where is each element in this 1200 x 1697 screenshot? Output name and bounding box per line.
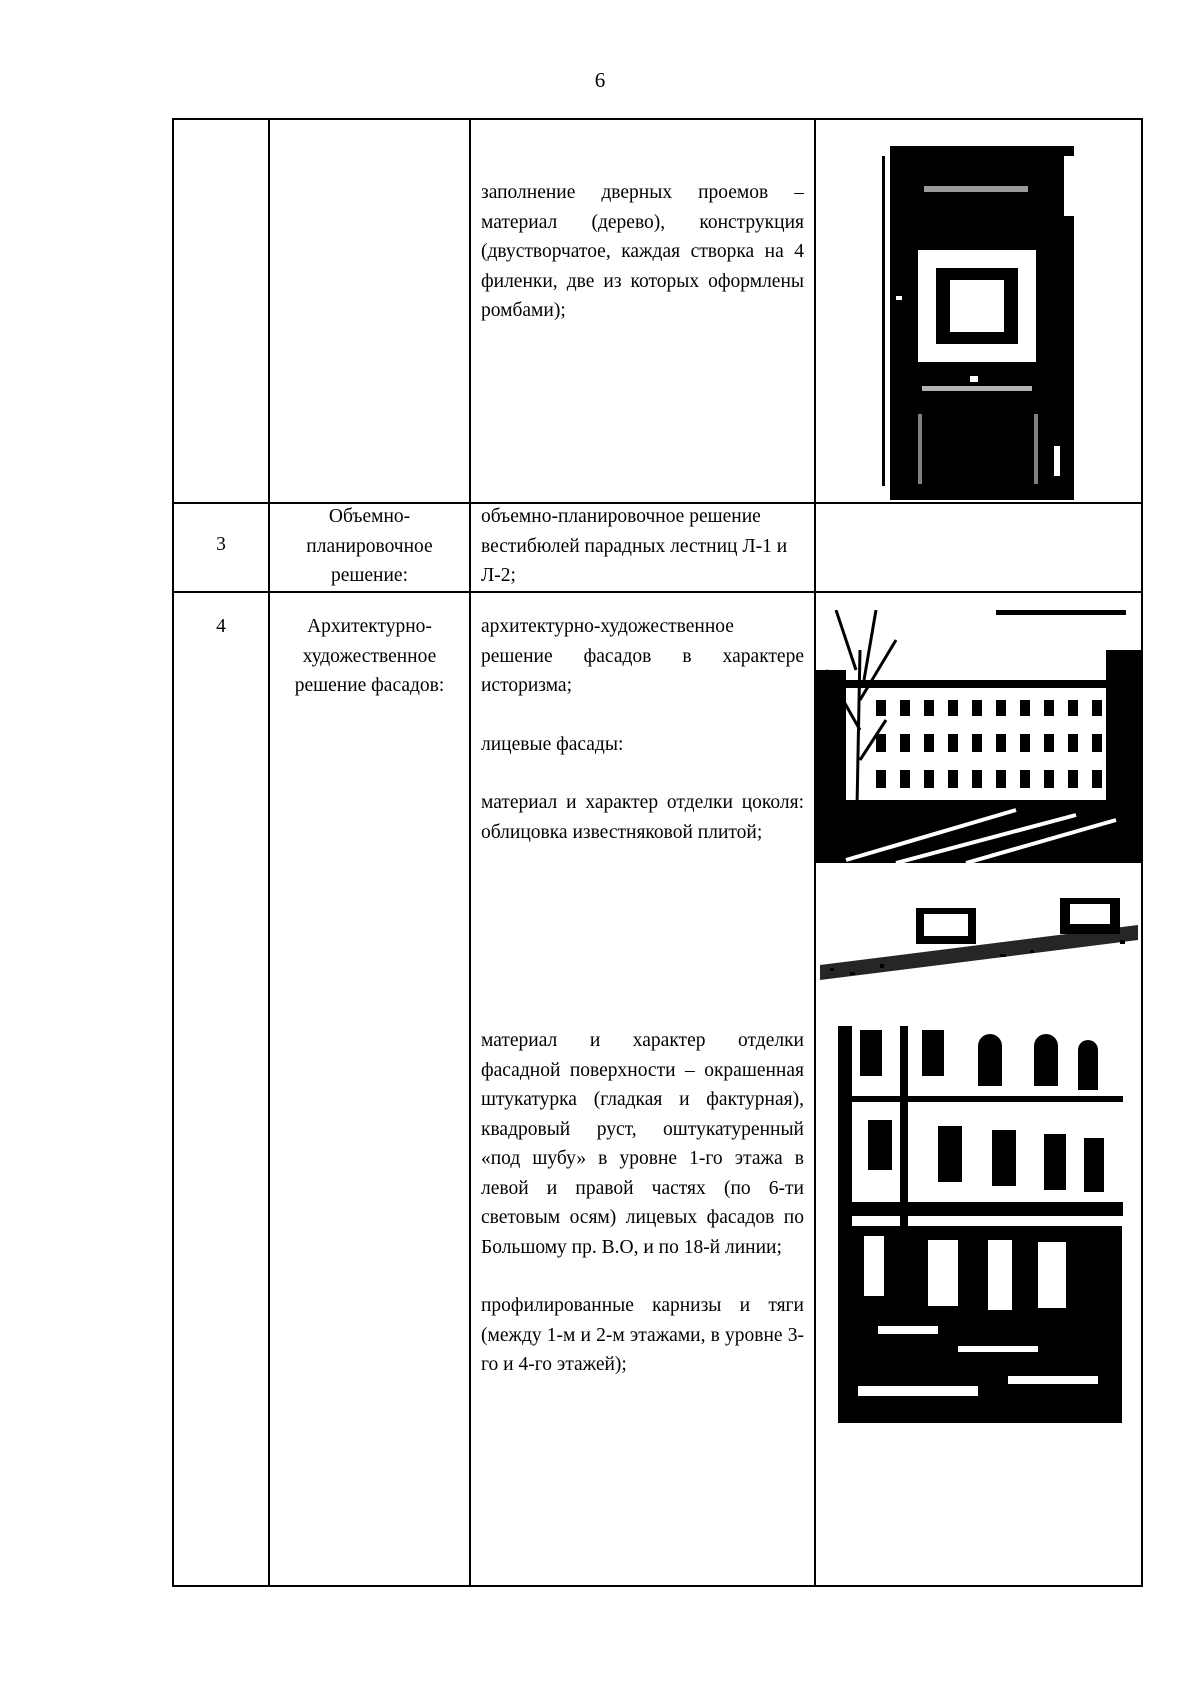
monument-subject-table: [172, 118, 1143, 1587]
column-divider-2: [469, 118, 471, 1587]
subject-description: [481, 502, 804, 591]
description-paragraph: архитектурно-художественное решение фасадов в характере историзма;: [481, 616, 804, 696]
subject-name: [270, 502, 469, 591]
description-paragraph: материал и характер отделки цоколя: облицовка известняковой плитой;: [481, 792, 804, 843]
row-number: 3: [216, 534, 226, 555]
description-paragraph: заполнение дверных проемов – материал (дерево), конструкция (двустворчатое, каждая створка на 4 филенки, две из которых оформлены ромбами);: [481, 182, 804, 321]
table-border-top: [172, 118, 1143, 120]
table-border-right: [1141, 118, 1143, 1587]
description-paragraph: материал и характер отделки фасадной поверхности – окрашенная штукатурка (гладкая и фактурная), квадровый руст, оштукатуренный «под шубу» в уровне 1-го этажа в левой и правой частях (по 6-ти световым осям) лицевых фасадов по Большому пр. В.О, и по 18-й линии;: [481, 1030, 804, 1258]
description-paragraph: объемно-планировочное решение вестибюлей парадных лестниц Л-1 и Л-2;: [481, 506, 788, 586]
description-paragraph: лицевые фасады:: [481, 733, 624, 755]
plinth-detail-photo: [820, 880, 1138, 982]
subject-name-line: художественное: [302, 645, 437, 667]
door-photo: [878, 146, 1080, 500]
description-paragraph: профилированные карнизы и тяги (между 1-м и 2-м этажами, в уровне 3-го и 4-го этажей);: [481, 1295, 804, 1375]
row-number: 4: [216, 616, 226, 637]
facade-street-photo: [816, 610, 1141, 863]
table-row-continued-description: [481, 178, 804, 326]
table-border-bottom: [172, 1585, 1143, 1587]
column-divider-1: [268, 118, 270, 1587]
subject-name-line: Объемно-: [328, 506, 411, 527]
row-divider-2: [172, 591, 1143, 593]
subject-name-line: решение фасадов:: [294, 675, 445, 696]
subject-name-line: решение:: [330, 565, 409, 586]
subject-name-line: планировочное: [306, 535, 433, 557]
subject-name-line: Архитектурно-: [307, 616, 432, 637]
subject-name: [270, 612, 469, 701]
page-number: 6: [594, 68, 606, 92]
table-border-left: [172, 118, 174, 1587]
subject-description: [481, 612, 804, 847]
subject-description-continued: [481, 1026, 804, 1380]
facade-detail-photo: [838, 1026, 1123, 1423]
